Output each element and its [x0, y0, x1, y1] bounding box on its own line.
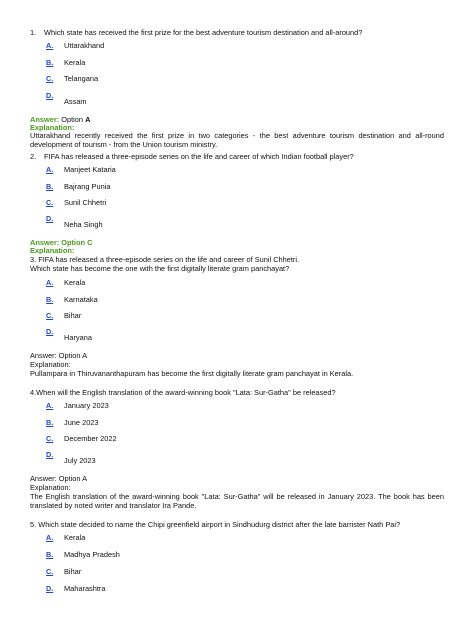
option-text: January 2023	[64, 401, 109, 410]
option-letter: C.	[46, 434, 54, 443]
option-letter: C.	[46, 74, 54, 83]
option-text: Karnataka	[64, 295, 98, 304]
answer-label: Answer:	[30, 115, 60, 124]
option-letter: A.	[46, 533, 54, 542]
question-2-explanation-label: Explanation:	[30, 246, 75, 255]
question-5-text: 5. Which state decided to name the Chipi greenfield airport in Sindhudurg district after the late barrister Nath Pai?	[30, 520, 401, 529]
question-4-explanation: The English translation of the award-winning book "Lata: Sur-Gatha" will be released in January 2023. The book has been translated by noted writer and translator Ira Pande.	[30, 492, 444, 511]
option-text: Haryana	[64, 333, 92, 342]
question-2-answer: Answer: Option C	[30, 238, 93, 247]
question-2-number: 2.	[30, 152, 37, 161]
option-text: June 2023	[64, 418, 99, 427]
option-text: Maharashtra	[64, 584, 106, 593]
option-letter: A.	[46, 401, 54, 410]
option-letter: A.	[46, 278, 54, 287]
option-text: Kerala	[64, 533, 86, 542]
question-1-text: Which state has received the first prize for the best adventure tourism destination and all-around?	[44, 28, 363, 37]
option-letter: D.	[46, 450, 54, 459]
option-letter: B.	[46, 58, 54, 67]
question-1-number: 1.	[30, 28, 37, 37]
question-4-explanation-label: Explanation:	[30, 483, 71, 492]
option-letter: B.	[46, 550, 54, 559]
question-2-text: FIFA has released a three-episode series on the life and career of which Indian football player?	[44, 152, 354, 161]
option-text: Kerala	[64, 278, 86, 287]
question-3-explanation: Pullampara in Thiruvananthapuram has become the first digitally literate gram panchayat in Kerala.	[30, 369, 354, 378]
option-letter: D.	[46, 584, 54, 593]
option-letter: C.	[46, 311, 54, 320]
question-1-explanation: Uttarakhand recently received the first prize in two categories - the best adventure tourism destination and all-round development of tourism - from the Union tourism ministry.	[30, 131, 444, 150]
question-3-text: Which state has become the one with the first digitally literate gram panchayat?	[30, 264, 290, 273]
answer-option: A	[85, 115, 91, 124]
option-text: Sunil Chhetri	[64, 198, 107, 207]
question-3-explanation-label: Explanation:	[30, 360, 71, 369]
question-4-answer: Answer: Option A	[30, 474, 88, 483]
option-text: Telangana	[64, 74, 99, 83]
question-3-answer: Answer: Option A	[30, 351, 88, 360]
option-text: Bajrang Punia	[64, 182, 111, 191]
option-text: December 2022	[64, 434, 117, 443]
option-text: Bihar	[64, 311, 82, 320]
option-text: Kerala	[64, 58, 86, 67]
question-1-explanation-label: Explanation:	[30, 123, 75, 132]
option-letter: C.	[46, 567, 54, 576]
option-text: Uttarakhand	[64, 41, 105, 50]
option-letter: B.	[46, 182, 54, 191]
option-text: Neha Singh	[64, 220, 103, 229]
option-letter: A.	[46, 165, 54, 174]
question-4-text: 4.When will the English translation of the award-winning book "Lata: Sur-Gatha" be released?	[30, 388, 336, 397]
option-letter: D.	[46, 327, 54, 336]
option-letter: A.	[46, 41, 54, 50]
option-text: July 2023	[64, 456, 96, 465]
option-letter: D.	[46, 91, 54, 100]
option-letter: B.	[46, 418, 54, 427]
option-letter: D.	[46, 214, 54, 223]
option-letter: C.	[46, 198, 54, 207]
option-text: Assam	[64, 97, 87, 106]
option-text: Madhya Pradesh	[64, 550, 120, 559]
answer-text: Option	[61, 115, 86, 124]
question-2-explanation: 3. FIFA has released a three-episode series on the life and career of Sunil Chhetri.	[30, 255, 300, 264]
option-text: Bihar	[64, 567, 82, 576]
option-letter: B.	[46, 295, 54, 304]
option-text: Manjeet Kataria	[64, 165, 116, 174]
